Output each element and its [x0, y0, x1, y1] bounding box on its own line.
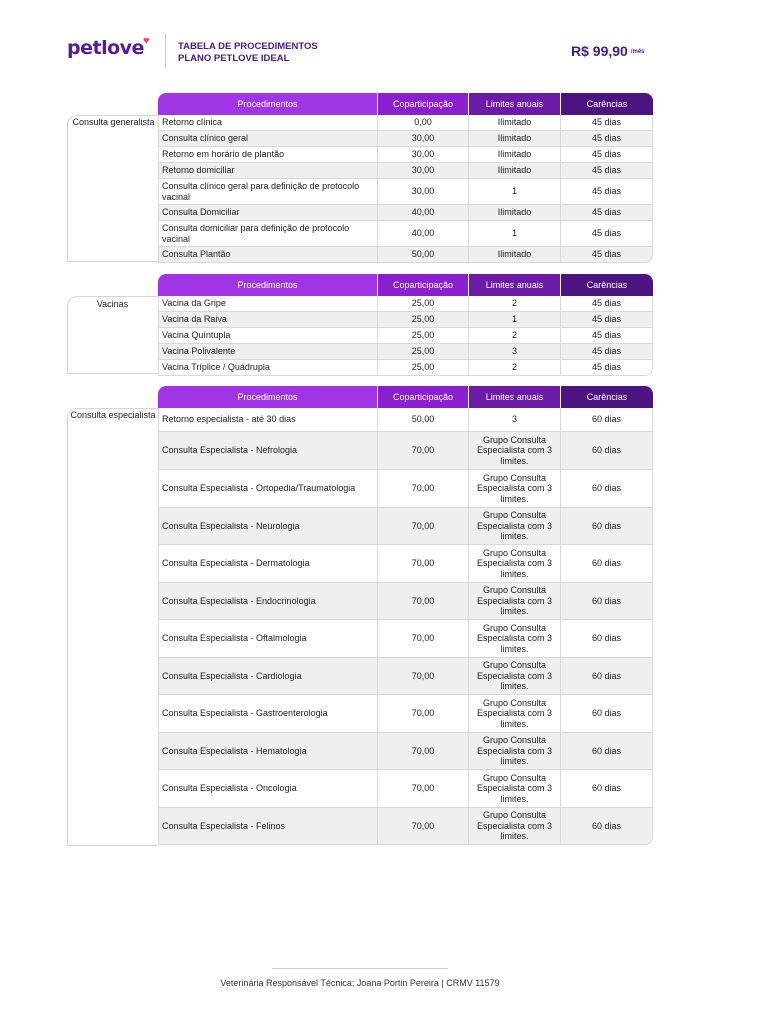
header-procedimentos: Procedimentos [158, 93, 378, 115]
table-row [158, 179, 653, 205]
procedure-name: Consulta Especialista - Oncologia [158, 770, 378, 808]
header-limites: Limites anuais [469, 386, 561, 408]
waiting-period: 45 dias [561, 312, 653, 328]
heart-icon: ♥ [143, 35, 150, 47]
header-limites: Limites anuais [469, 93, 561, 115]
annual-limit: 1 [469, 179, 561, 205]
coparticipation-value: 25,00 [378, 296, 469, 312]
annual-limit: 2 [469, 360, 561, 376]
annual-limit: Grupo Consulta Especialista com 3 limites. [469, 808, 561, 845]
header-carencias: Carências [561, 386, 653, 408]
waiting-period: 60 dias [561, 545, 653, 583]
waiting-period: 60 dias [561, 432, 653, 470]
procedure-name: Consulta Especialista - Neurologia [158, 508, 378, 545]
table-row [158, 808, 653, 845]
header-coparticipacao: Coparticipação [378, 274, 469, 296]
annual-limit: 2 [469, 328, 561, 344]
plan-price [571, 43, 645, 59]
coparticipation-value: 50,00 [378, 247, 469, 263]
procedures-table [158, 93, 653, 263]
annual-limit: Grupo Consulta Especialista com 3 limites. [469, 432, 561, 470]
group-label: Vacinas [96, 299, 129, 309]
waiting-period: 45 dias [561, 163, 653, 179]
waiting-period: 60 dias [561, 620, 653, 658]
waiting-period: 60 dias [561, 658, 653, 695]
procedure-name: Vacina Quíntupla [158, 328, 378, 344]
coparticipation-value: 50,00 [378, 408, 469, 432]
procedure-name: Consulta Especialista - Felinos [158, 808, 378, 845]
price-value: R$ 99,90 [571, 43, 628, 59]
header-procedimentos: Procedimentos [158, 386, 378, 408]
group-bracket [67, 115, 158, 262]
annual-limit: 1 [469, 221, 561, 247]
footer-credit: Veterinária Responsável Técnica: Joana Portin Pereira | CRMV 11579 [220, 978, 500, 988]
table-row [158, 221, 653, 247]
coparticipation-value: 70,00 [378, 583, 469, 620]
coparticipation-value: 70,00 [378, 620, 469, 658]
procedure-name: Consulta Especialista - Endocrinologia [158, 583, 378, 620]
coparticipation-value: 70,00 [378, 808, 469, 845]
title-line-1: TABELA DE PROCEDIMENTOS [178, 41, 318, 52]
table-row [158, 733, 653, 770]
procedure-name: Consulta domiciliar para definição de protocolo vacinal [158, 221, 378, 247]
procedures-table [158, 386, 653, 845]
table-row [158, 147, 653, 163]
procedure-name: Consulta Especialista - Dermatologia [158, 545, 378, 583]
procedures-table [158, 274, 653, 376]
table-row [158, 247, 653, 263]
petlove-logo: petlove [67, 37, 144, 59]
coparticipation-value: 70,00 [378, 470, 469, 508]
coparticipation-value: 70,00 [378, 733, 469, 770]
table-row [158, 163, 653, 179]
annual-limit: Grupo Consulta Especialista com 3 limites. [469, 695, 561, 733]
waiting-period: 60 dias [561, 408, 653, 432]
annual-limit: Grupo Consulta Especialista com 3 limites. [469, 658, 561, 695]
table-row [158, 695, 653, 733]
procedure-name: Consulta Especialista - Gastroenterologia [158, 695, 378, 733]
procedure-name: Consulta Especialista - Nefrologia [158, 432, 378, 470]
annual-limit: Ilimitado [469, 147, 561, 163]
waiting-period: 45 dias [561, 205, 653, 221]
annual-limit: Ilimitado [469, 115, 561, 131]
table-row [158, 344, 653, 360]
procedure-name: Consulta clínico geral [158, 131, 378, 147]
coparticipation-value: 0,00 [378, 115, 469, 131]
annual-limit: Ilimitado [469, 205, 561, 221]
annual-limit: 2 [469, 296, 561, 312]
table-row [158, 658, 653, 695]
table-row [158, 408, 653, 432]
procedure-name: Retorno especialista - até 30 dias [158, 408, 378, 432]
coparticipation-value: 30,00 [378, 147, 469, 163]
header-coparticipacao: Coparticipação [378, 93, 469, 115]
procedure-name: Vacina da Gripe [158, 296, 378, 312]
waiting-period: 60 dias [561, 770, 653, 808]
price-unit: /mês [630, 49, 645, 56]
procedure-name: Consulta Plantão [158, 247, 378, 263]
waiting-period: 45 dias [561, 115, 653, 131]
procedure-name: Consulta Domiciliar [158, 205, 378, 221]
group-label: Consulta generalista [72, 117, 155, 127]
procedure-name: Consulta Especialista - Oftalmologia [158, 620, 378, 658]
table-row [158, 770, 653, 808]
page-header [0, 0, 768, 80]
coparticipation-value: 70,00 [378, 770, 469, 808]
coparticipation-value: 30,00 [378, 131, 469, 147]
header-divider [165, 34, 166, 68]
coparticipation-value: 70,00 [378, 432, 469, 470]
title-line-2: PLANO PETLOVE IDEAL [178, 53, 290, 64]
table-row [158, 545, 653, 583]
annual-limit: 3 [469, 408, 561, 432]
header-procedimentos: Procedimentos [158, 274, 378, 296]
annual-limit: Grupo Consulta Especialista com 3 limites. [469, 508, 561, 545]
group-bracket [67, 408, 158, 846]
coparticipation-value: 40,00 [378, 205, 469, 221]
table-row [158, 131, 653, 147]
footer-divider [272, 968, 448, 969]
table-row [158, 328, 653, 344]
waiting-period: 45 dias [561, 147, 653, 163]
waiting-period: 45 dias [561, 221, 653, 247]
procedure-name: Consulta clínico geral para definição de protocolo vacinal [158, 179, 378, 205]
coparticipation-value: 30,00 [378, 163, 469, 179]
procedure-name: Retorno domiciliar [158, 163, 378, 179]
coparticipation-value: 25,00 [378, 312, 469, 328]
annual-limit: Ilimitado [469, 163, 561, 179]
waiting-period: 60 dias [561, 695, 653, 733]
annual-limit: Grupo Consulta Especialista com 3 limites. [469, 620, 561, 658]
group-label: Consulta especialista [70, 410, 156, 420]
header-carencias: Carências [561, 274, 653, 296]
waiting-period: 60 dias [561, 808, 653, 845]
header-carencias: Carências [561, 93, 653, 115]
coparticipation-value: 30,00 [378, 179, 469, 205]
coparticipation-value: 25,00 [378, 360, 469, 376]
waiting-period: 45 dias [561, 328, 653, 344]
procedure-name: Consulta Especialista - Ortopedia/Traumatologia [158, 470, 378, 508]
waiting-period: 60 dias [561, 470, 653, 508]
table-row [158, 470, 653, 508]
waiting-period: 60 dias [561, 733, 653, 770]
coparticipation-value: 70,00 [378, 545, 469, 583]
waiting-period: 45 dias [561, 360, 653, 376]
annual-limit: 1 [469, 312, 561, 328]
table-row [158, 583, 653, 620]
coparticipation-value: 70,00 [378, 658, 469, 695]
waiting-period: 45 dias [561, 247, 653, 263]
table-row [158, 508, 653, 545]
table-row [158, 205, 653, 221]
coparticipation-value: 70,00 [378, 508, 469, 545]
waiting-period: 60 dias [561, 508, 653, 545]
annual-limit: Ilimitado [469, 131, 561, 147]
annual-limit: Ilimitado [469, 247, 561, 263]
procedure-name: Retorno clínica [158, 115, 378, 131]
coparticipation-value: 40,00 [378, 221, 469, 247]
waiting-period: 60 dias [561, 583, 653, 620]
procedure-name: Vacina Tríplice / Quádrupla [158, 360, 378, 376]
waiting-period: 45 dias [561, 131, 653, 147]
annual-limit: Grupo Consulta Especialista com 3 limites. [469, 583, 561, 620]
waiting-period: 45 dias [561, 179, 653, 205]
annual-limit: Grupo Consulta Especialista com 3 limites. [469, 770, 561, 808]
coparticipation-value: 25,00 [378, 344, 469, 360]
table-row [158, 620, 653, 658]
document-title [178, 41, 318, 65]
procedure-name: Vacina Polivalente [158, 344, 378, 360]
procedure-name: Retorno em horário de plantão [158, 147, 378, 163]
coparticipation-value: 25,00 [378, 328, 469, 344]
annual-limit: 3 [469, 344, 561, 360]
coparticipation-value: 70,00 [378, 695, 469, 733]
table-row [158, 312, 653, 328]
annual-limit: Grupo Consulta Especialista com 3 limites. [469, 733, 561, 770]
procedure-name: Consulta Especialista - Hematologia [158, 733, 378, 770]
procedure-name: Consulta Especialista - Cardiologia [158, 658, 378, 695]
procedure-name: Vacina da Raiva [158, 312, 378, 328]
header-coparticipacao: Coparticipação [378, 386, 469, 408]
annual-limit: Grupo Consulta Especialista com 3 limites. [469, 545, 561, 583]
header-limites: Limites anuais [469, 274, 561, 296]
table-row [158, 115, 653, 131]
waiting-period: 45 dias [561, 296, 653, 312]
table-row [158, 432, 653, 470]
annual-limit: Grupo Consulta Especialista com 3 limites. [469, 470, 561, 508]
table-row [158, 360, 653, 376]
table-row [158, 296, 653, 312]
waiting-period: 45 dias [561, 344, 653, 360]
